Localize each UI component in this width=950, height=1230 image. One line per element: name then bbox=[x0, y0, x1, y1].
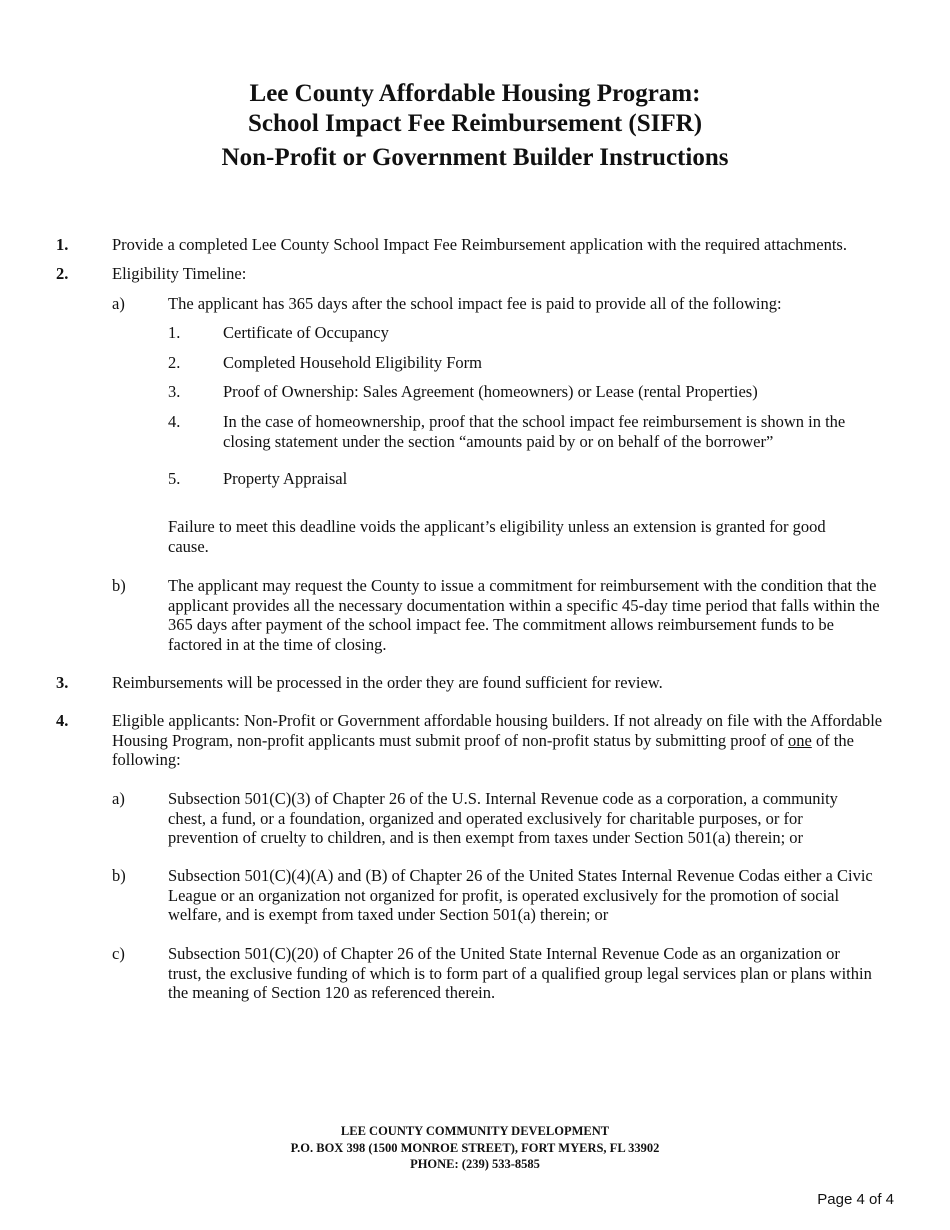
item-4-text bbox=[112, 711, 897, 770]
list-item-number: 3. bbox=[168, 382, 181, 401]
list-item-text: Property Appraisal bbox=[223, 469, 348, 488]
item-2b-label: b) bbox=[112, 576, 126, 595]
item-4-text-start: Eligible applicants: Non-Profit or Government affordable housing builders. If not already on file with the Affordable Housing Program, non-profit applicants must submit proof of non-profit status by submitting proof of bbox=[112, 711, 883, 750]
list-item-number: 1. bbox=[168, 323, 181, 342]
item-3-number: 3. bbox=[56, 673, 69, 692]
list-item-text: Proof of Ownership: Sales Agreement (homeowners) or Lease (rental Properties) bbox=[223, 382, 758, 401]
item-4a-label: a) bbox=[112, 789, 125, 808]
item-1-text: Provide a completed Lee County School Impact Fee Reimbursement application with the required attachments. bbox=[112, 235, 847, 254]
page-number: Page 4 of 4 bbox=[817, 1191, 894, 1208]
item-2a-text: The applicant has 365 days after the school impact fee is paid to provide all of the following: bbox=[168, 294, 782, 313]
list-item-text: Certificate of Occupancy bbox=[223, 323, 389, 342]
deadline-note: Failure to meet this deadline voids the applicant’s eligibility unless an extension is granted for good cause. bbox=[168, 517, 826, 556]
item-4b-label: b) bbox=[112, 866, 126, 885]
item-2-number: 2. bbox=[56, 264, 69, 283]
item-4b-text: Subsection 501(C)(4)(A) and (B) of Chapter 26 of the United States Internal Revenue Codas either a Civic League or an organization not organized for profit, is operated exclusively for the promotion of social welfare, and is exempt from taxed under Section 501(a) therein; or bbox=[168, 866, 873, 925]
footer-address: P.O. BOX 398 (1500 MONROE STREET), FORT MYERS, FL 33902 bbox=[290, 1141, 660, 1155]
title-line-3: Non-Profit or Government Builder Instructions bbox=[221, 144, 729, 171]
item-4c-text: Subsection 501(C)(20) of Chapter 26 of the United State Internal Revenue Code as an organization or trust, the exclusive funding of which is to form part of a qualified group legal services plan or plans within the meaning of Section 120 as referenced therein. bbox=[168, 944, 872, 1003]
underlined-one: one bbox=[787, 730, 812, 750]
item-4-text-end: of the following: bbox=[112, 730, 854, 770]
item-4c-label: c) bbox=[112, 944, 125, 963]
item-2-text: Eligibility Timeline: bbox=[112, 264, 247, 283]
footer-org: LEE COUNTY COMMUNITY DEVELOPMENT bbox=[340, 1124, 610, 1138]
item-1-number: 1. bbox=[56, 235, 69, 254]
item-4-number: 4. bbox=[56, 711, 69, 730]
footer-phone: PHONE: (239) 533-8585 bbox=[410, 1157, 540, 1171]
list-item-text: Completed Household Eligibility Form bbox=[223, 353, 482, 372]
item-2b-text: The applicant may request the County to issue a commitment for reimbursement with the condition that the applicant provides all the necessary documentation within a specific 45-day time period that falls within the 365 days after payment of the school impact fee. The commitment allows reimbursement funds to be factored in at the time of closing. bbox=[168, 576, 880, 654]
item-3-text: Reimbursements will be processed in the order they are found sufficient for review. bbox=[112, 673, 663, 692]
item-4a-text: Subsection 501(C)(3) of Chapter 26 of the U.S. Internal Revenue code as a corporation, a community chest, a fund, or a foundation, organized and operated exclusively for charitable purposes, or for prevention of cruelty to children, and is then exempt from taxes under Section 501(a) therein; or bbox=[168, 789, 838, 848]
item-2a-label: a) bbox=[112, 294, 125, 313]
list-item-number: 4. bbox=[168, 412, 181, 431]
list-item-text: In the case of homeownership, proof that the school impact fee reimbursement is shown in the closing statement under the section “amounts paid by or on behalf of the borrower” bbox=[223, 412, 846, 451]
list-item-number: 5. bbox=[168, 469, 181, 488]
title-line-1: Lee County Affordable Housing Program: bbox=[249, 80, 701, 107]
list-item-number: 2. bbox=[168, 353, 181, 372]
title-line-2: School Impact Fee Reimbursement (SIFR) bbox=[247, 110, 703, 137]
